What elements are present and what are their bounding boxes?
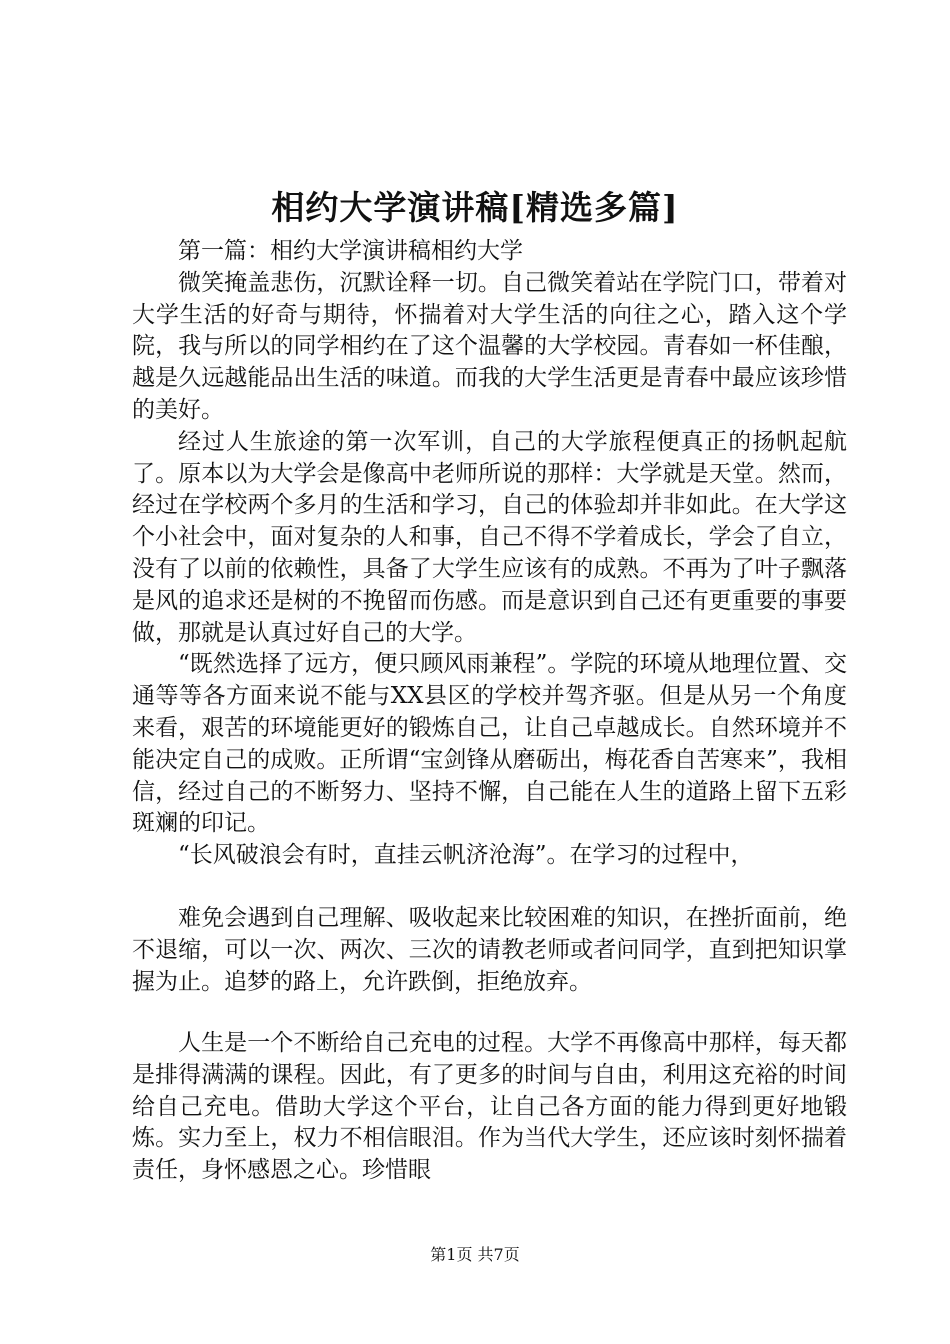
page-number-footer: 第1页 共7页 bbox=[430, 1245, 520, 1264]
paragraph: “既然选择了远方，便只顾风雨兼程”。学院的环境从地理位置、交通等等各方面来说不能与XX县区的学校并驾齐驱。但是从另一个角度来看，艰苦的环境能更好的锻炼自己，让自己卓越成长。自然环境并不能决定自己的成败。正所谓“宝剑锋从磨砺出，梅花香自苦寒来”，我相信，经过自己的不断努力、坚持不懈，自己能在人生的道路上留下五彩斑斓的印记。 bbox=[132, 651, 847, 837]
paragraph: 难免会遇到自己理解、吸收起来比较困难的知识，在挫折面前，绝不退缩，可以一次、两次、三次的请教老师或者问同学，直到把知识掌握为止。追梦的路上，允许跌倒，拒绝放弃。 bbox=[132, 905, 847, 995]
document-body-section-1 bbox=[132, 236, 847, 872]
section-heading: 第一篇：相约大学演讲稿相约大学 bbox=[178, 238, 523, 264]
document-body-section-2 bbox=[132, 903, 847, 998]
document-title: 相约大学演讲稿[精选多篇] bbox=[271, 188, 679, 227]
paragraph: 经过人生旅途的第一次军训，自己的大学旅程便真正的扬帆起航了。原本以为大学会是像高中老师所说的那样：大学就是天堂。然而，经过在学校两个多月的生活和学习，自己的体验却并非如此。在大学这个小社会中，面对复杂的人和事，自己不得不学着成长，学会了自立，没有了以前的依赖性，具备了大学生应该有的成熟。不再为了叶子飘落是风的追求还是树的不挽留而伤感。而是意识到自己还有更重要的事要做，那就是认真过好自己的大学。 bbox=[132, 428, 847, 646]
paragraph: 人生是一个不断给自己充电的过程。大学不再像高中那样，每天都是排得满满的课程。因此，有了更多的时间与自由，利用这充裕的时间给自己充电。借助大学这个平台，让自己各方面的能力得到更好地锻炼。实力至上，权力不相信眼泪。作为当代大学生，还应该时刻怀揣着责任，身怀感恩之心。珍惜眼 bbox=[132, 1030, 847, 1184]
paragraph: “长风破浪会有时，直挂云帆济沧海”。在学习的过程中， bbox=[178, 842, 754, 869]
document-body-section-3 bbox=[132, 1028, 847, 1187]
paragraph: 微笑掩盖悲伤，沉默诠释一切。自己微笑着站在学院门口，带着对大学生活的好奇与期待，怀揣着对大学生活的向往之心，踏入这个学院，我与所以的同学相约在了这个温馨的大学校园。青春如一杯佳酿，越是久远越能品出生活的味道。而我的大学生活更是青春中最应该珍惜的美好。 bbox=[132, 269, 847, 423]
